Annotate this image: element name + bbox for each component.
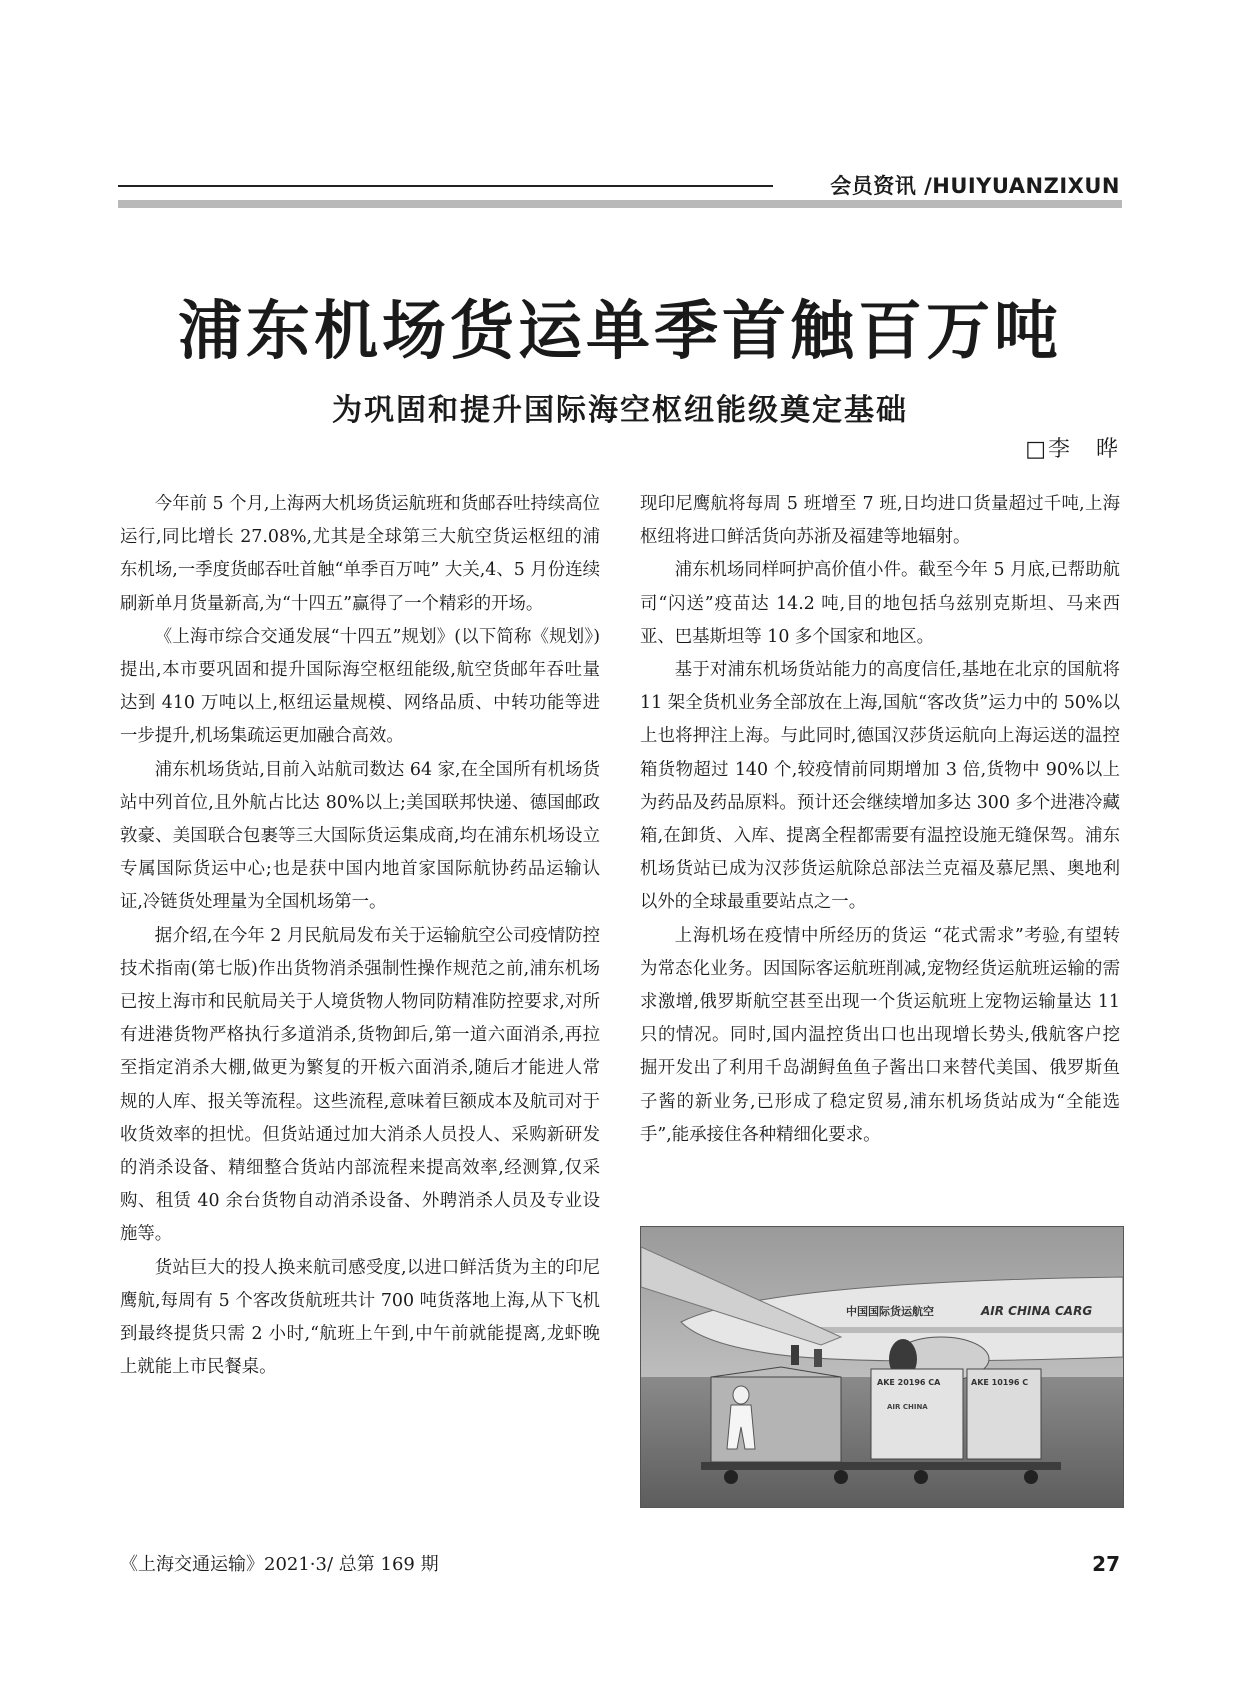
paragraph: 浦东机场货站,目前入站航司数达 64 家,在全国所有机场货站中列首位,且外航占比达 80%以上;美国联邦快递、德国邮政敦豪、美国联合包裹等三大国际货运集成商,均在浦东机场设立专属国际货运中心;也是获中国内地首家国际航协药品运输认证,冷链货处理量为全国机场第一。 <box>120 759 600 913</box>
section-label: 会员资讯 /HUIYUANZIXUN <box>830 174 1120 198</box>
paragraph: 上海机场在疫情中所经历的货运 “花式需求”考验,有望转为常态化业务。因国际客运航班削减,宠物经货运航班运输的需求激增,俄罗斯航空甚至出现一个货运航班上宠物运输量达 11 只的情况。同时,国内温控货出口也出现增长势头,俄航客户挖掘开发出了利用千岛湖鲟鱼鱼子酱出口来替代美国、俄罗斯鱼子酱的新业务,已形成了稳定贸易,浦东机场货站成为“全能选手”,能承接住各种精细化要求。 <box>640 925 1120 1145</box>
cargo-photo-drawing <box>641 1227 1123 1507</box>
paragraph: 浦东机场同样呵护高价值小件。截至今年 5 月底,已帮助航司“闪送”疫苗达 14.2 吨,目的地包括乌兹别克斯坦、马来西亚、巴基斯坦等 10 多个国家和地区。 <box>640 560 1120 647</box>
paragraph: 今年前 5 个月,上海两大机场货运航班和货邮吞吐持续高位运行,同比增长 27.08%,尤其是全球第三大航空货运枢纽的浦东机场,一季度货邮吞吐首触“单季百万吨” 大关,4、5 月份连续刷新单月货量新高,为“十四五”赢得了一个精彩的开场。 <box>120 494 600 614</box>
article-author: □李 晔 <box>1025 437 1120 462</box>
left-column <box>120 488 600 1384</box>
paragraph: 货站巨大的投人换来航司感受度,以进口鲜活货为主的印尼鹰航,每周有 5 个客改货航班共计 700 吨货落地上海,从下飞机到最终提货只需 2 小时,“航班上午到,中午前就能提离,龙虾晚上就能上市民餐桌。 <box>120 1257 600 1378</box>
right-column <box>640 488 1120 1152</box>
cargo-photo <box>640 1226 1124 1508</box>
journal-info: 《上海交通运输》2021·3/ 总第 169 期 <box>120 1554 439 1575</box>
paragraph: 基于对浦东机场货站能力的高度信任,基地在北京的国航将 11 架全货机业务全部放在上海,国航“客改货”运力中的 50%以上也将押注上海。与此同时,德国汉莎货运航向上海运送的温控箱货物超过 140 个,较疫情前同期增加 3 倍,货物中 90%以上为药品及药品原料。预计还会继续增加多达 300 多个进港冷藏箱,在卸货、入库、提离全程都需要有温控设施无缝保驾。浦东机场货站已成为汉莎货运航除总部法兰克福及慕尼黑、奥地利以外的全球最重要站点之一。 <box>640 660 1120 913</box>
fuselage-text-cn: 中国国际货运航空 <box>846 1305 934 1318</box>
container-2-label: AKE 10196 C <box>971 1378 1029 1387</box>
header-rule <box>118 185 773 187</box>
paragraph: 《上海市综合交通发展“十四五”规划》(以下简称《规划》)提出,本市要巩固和提升国际海空枢纽能级,航空货邮年吞吐量达到 410 万吨以上,枢纽运量规模、网络品质、中转功能等进一步提升,机场集疏运更加融合高效。 <box>120 626 600 747</box>
container-1-brand: AIR CHINA <box>887 1403 928 1411</box>
article-subtitle: 为巩固和提升国际海空枢纽能级奠定基础 <box>332 393 908 428</box>
page-number: 27 <box>1092 1552 1120 1576</box>
paragraph-continued: 现印尼鹰航将每周 5 班增至 7 班,日均进口货量超过千吨,上海枢纽将进口鲜活货向苏浙及福建等地辐射。 <box>640 494 1120 548</box>
container-1-label: AKE 20196 CA <box>877 1378 941 1387</box>
header-band <box>118 200 1122 208</box>
article-title: 浦东机场货运单季首触百万吨 <box>178 294 1062 369</box>
fuselage-text-en: AIR CHINA CARG <box>981 1304 1093 1318</box>
paragraph: 据介绍,在今年 2 月民航局发布关于运输航空公司疫情防控技术指南(第七版)作出货物消杀强制性操作规范之前,浦东机场已按上海市和民航局关于人境货物人物同防精准防控要求,对所有进港货物严格执行多道消杀,货物卸后,第一道六面消杀,再拉至指定消杀大棚,做更为繁复的开板六面消杀,随后才能进人常规的人库、报关等流程。这些流程,意味着巨额成本及航司对于收货效率的担忧。但货站通过加大消杀人员投人、采购新研发的消杀设备、精细整合货站内部流程来提高效率,经测算,仅采购、租赁 40 余台货物自动消杀设备、外聘消杀人员及专业设施等。 <box>120 925 600 1245</box>
